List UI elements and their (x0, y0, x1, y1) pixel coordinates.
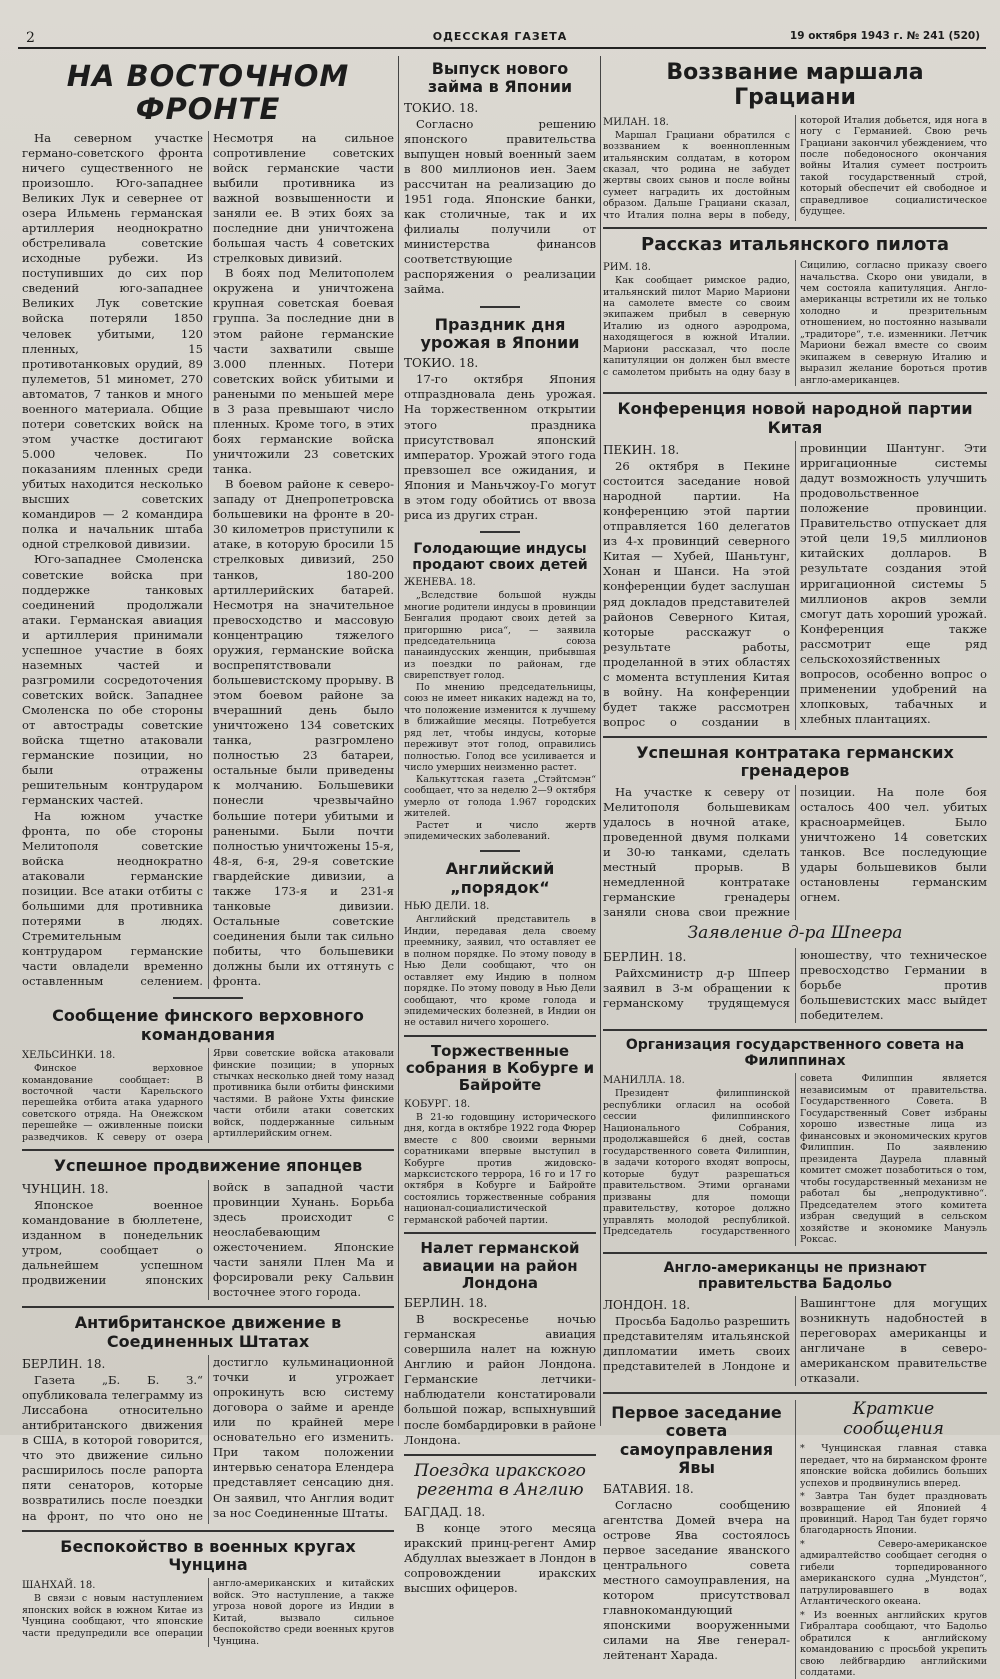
separator (173, 997, 243, 999)
separator (480, 531, 520, 533)
article-iraq-regent (404, 1462, 596, 1596)
article-headline: Антибританское движение в Соединенных Штатах (74, 1313, 342, 1351)
paragraph: В боевом районе к северо-западу от Днепропетровска большевики на фронте в 20-30 километров приступили к атаке, в которую бросили 15 стрелковых дивизий, 250 танков, 180-200 артиллерийских батарей. Несмотря на значительное превосходство и массовую концентрацию тяжелого оружия, германские войска воспрепятствовали большевистскому прорыву. В этом боевом районе за вчерашний день было уничтожено 134 советских танка, разгромлено полностью 23 батареи, остальные были приведены к молчанию. Большевики понесли чрезвычайно большие потери убитыми и ранеными. Были почти полностью уничтожены 15-я, 48-я, 6-я, 29-я советские гвардейские дивизии, а также 173-я и 231-я танковые дивизии. Остальные советские соединения были так сильно побиты, что большевики должны были их оттянуть с фронта. (213, 477, 394, 989)
paragraph: Как сообщает римское радио, итальянский пилот Марио Мариони на самолете вместе со своим экипажем прибыл в северную Италию из одного аэродрома, находящегося в южной Италии. Мариони рассказал, что после капитуляции он должен был вместе с самолетом прибыть на одну базу в Сицилию, согласно приказу своего начальства. Скоро они увидали, в чем состояла капитуляция. Англо-американцы встретили их не только холодно и презрительным отношением, но постоянно называли „традиторе“, т.е. изменники. Летчик Мариони бежал вместе со своим экипажем в северную Италию и выразил желание бороться против англо-американцев. (603, 260, 987, 386)
article-eastern-front (22, 60, 394, 989)
article-body (603, 785, 987, 921)
article-hungry-hindus (404, 541, 596, 843)
article-headline: Налет германской авиации на район Лондона (420, 1239, 580, 1292)
page-number: 2 (26, 30, 35, 46)
separator (404, 1454, 596, 1456)
brief-item: * Завтра Тан будет праздновать возвращение ей Японией 4 провинций. Народ Тан будет горячо благодарность Японии. (800, 1491, 987, 1537)
column-middle (404, 56, 596, 1595)
bottom-row (603, 1400, 987, 1678)
paragraph: По мнению председательницы, союз не имеет никаких надежд на то, что положение изменится к лучшему в ближайшие месяцы. Потребуется ряд лет, чтобы индусы, которые переживут этот голод, оправились полностью. Голод все усиливается и число умерших неизменно растет. (404, 681, 596, 774)
article-headline: Рассказ итальянского пилота (641, 234, 949, 256)
separator (603, 227, 987, 229)
paragraph: 26 октября в Пекине состоится заседание новой народной партии. На конференцию этой партии отправляется 160 делегатов из 4-х провинций северного Китая — Хубей, Шаньтунг, Хонан и Шанси. На этой конференции будет заслушан ряд докладов представителей районов Северного Китая, которые расскажут о результате работы, проделанной в этих областях с момента вступления Китая в войну. На конференции будет также рассмотрен вопрос о создании в провинции Шантунг. Эти ирригационные системы дадут возможность улучшить продовольственное положение провинции. Правительство отпускает для этой цели 19,5 миллионов китайских долларов. В результате создания этой ирригационной системы 5 миллионов акров земли смогут дать хороший урожай. Конференция также рассмотрит еще ряд сельскохозяйственных вопросов, особенно вопрос о применении удобрений на хлопковых, табачных и хлебных плантациях. (603, 440, 987, 730)
dateline: ЧУНЦИН. 18. (22, 1181, 109, 1196)
separator (22, 1149, 394, 1151)
column-divider (600, 56, 601, 1426)
paragraph: Президент филиппинской республики огласил на особой сессии филиппинского Национального Собрания, продолжавшейся 6 дней, состав государственного совета Филиппин, в задачи которого входят вопросы, которые будут разрешаться правительством. Этими органами призваны для помощи правительству, которое должно управлять молодой республикой. Председатель государственного совета Филиппин является независимым от правительства. Государственного Совета. В Государственный Совет избраны хорошо известные лица из финансовых и экономических кругов Филиппин. По заявлению президента Даурела плавный комитет сможет позаботиться о том, чтобы государственный механизм не работал бы „непродуктивно“. Председателем этого комитета избран сведущий в сельском хозяйстве и экономике Мануэль Роксас. (603, 1073, 987, 1246)
article-headline: Беспокойство в военных кругах Чунцина (60, 1536, 356, 1574)
article-body (22, 131, 394, 990)
article-speer (603, 924, 987, 1023)
dateline: ШАНХАЙ. 18. (22, 1580, 96, 1592)
article-body (603, 441, 987, 730)
article-headline: Краткие сообщения (843, 1399, 944, 1439)
article-headline: Торжественные собрания в Кобурге и Байройте (405, 1041, 595, 1095)
article-headline: Конференция новой народной партии Китая (617, 399, 973, 437)
article-graziani (603, 60, 987, 221)
paragraph: Согласно сообщению агентства Домей вчера на острове Ява состоялось первое заседание яванского центрального совета местного самоуправления, на котором присутствовал главнокомандующий японскими вооруженными силами на Яве генерал-лейтенант Харада. (603, 1497, 790, 1663)
dateline: БАГДАД. 18. (404, 1504, 486, 1519)
article-brief-news (800, 1400, 987, 1678)
dateline: БЕРЛИН. 18. (603, 949, 687, 964)
article-headline: Организация государственного совета на Филиппинах (625, 1037, 965, 1070)
article-headline: Заявление д-ра Шпеера (687, 923, 903, 944)
dateline: БАТАВИЯ. 18. (603, 1481, 694, 1496)
dateline: ТОКИО. 18. (404, 100, 479, 115)
article-body (603, 260, 987, 386)
separator (404, 1232, 596, 1234)
dateline: ЖЕНЕВА. 18. (404, 577, 476, 589)
paragraph: В связи с новым наступлением японских войск в южном Китае из Чунцина сообщают, что японские части предупредили все операции англо-американских и китайских войск. Это наступление, а также угроза новой дороге из Индии в Китай, вызвало сильное беспокойство среди военных кругов Чунцина. (22, 1578, 394, 1647)
paragraph: Просьба Бадольо разрешить представителям итальянской дипломатии иметь своих представителей в Лондоне и Вашингтоне для могущих возникнуть надобностей в переговорах американцы и англичане в северо-американском правительстве отказали. (603, 1295, 987, 1386)
paragraph: Растет и число жертв эпидемических заболеваний. (404, 819, 596, 842)
article-body (603, 115, 987, 222)
dateline: ЛОНДОН. 18. (603, 1297, 691, 1312)
separator (404, 1035, 596, 1037)
masthead-rule (18, 47, 986, 49)
paragraph: Юго-западнее Смоленска советские войска при поддержке танковых соединений продолжали атаки. Германская авиация и артиллерия принимали успешное участие в боях наземных частей и разгромили сосредоточения советских войск. Западнее Смоленска по обе стороны от автострады советские войска тщетно атаковали германские позиции, но были отражены решительным контрударом германских частей. (22, 552, 203, 808)
dateline: ТОКИО. 18. (404, 356, 479, 371)
article-coburg (404, 1043, 596, 1226)
paragraph: Райхсминистр д-р Шпеер заявил в 3-м обращении к германскому трудящемуся юношеству, что техническое превосходство Германии в борьбе против большевистских масс выйдет победителем. (603, 947, 987, 1023)
dateline: НЬЮ ДЕЛИ. 18. (404, 901, 490, 913)
separator (603, 1252, 987, 1254)
column-divider (398, 56, 399, 1426)
article-headline: Первое заседание совета самоуправления Явы (611, 1403, 782, 1478)
dateline: КОБУРГ. 18. (404, 1098, 471, 1110)
paragraph: На участке к северу от Мелитополя большевикам удалось в ночной атаке, проведенной двумя полками и 30-ю танками, сделать местный прорыв. В немедленной контратаке германские гренадеры заняли снова свои прежние позиции. На поле боя осталось 400 чел. убитых красноармейцев. Было уничтожено 14 советских танков. Все последующие удары большевиков были остановлены германским огнем. (603, 784, 987, 920)
article-headline: Успешное продвижение японцев (53, 1156, 363, 1176)
paragraph: На южном участке фронта, по обе стороны Мелитополя советские войска неоднократно атаковали германские позиции. Все атаки отбиты с большими для противника потерями в людях. Стремительным контрударом германские части овладели временно оставленным селением. Несмотря на сильное сопротивление советских войск германские части выбили противника из важной возвышенности и заняли ее. В этих боях за последние дни уничтожена большая часть 4 советских стрелковых дивизий. (22, 130, 394, 989)
article-headline: Праздник дня урожая в Японии (420, 314, 580, 352)
paragraph: На северном участке германо-советского фронта ничего существенного не произошло. Юго-западнее Великих Лук и севернее от озера Ильмень германская артиллерия неоднократно обстреливала советские исходные рубежи. Из поступивших до сих пор сведений юго-западнее Великих Лук советские войска потеряли 1850 человек убитыми, 120 пленных, 15 противотанковых орудий, 89 пулеметов, 51 миномет, 270 автоматов, 7 танков и много военного материала. Общие потери советских войск на этом участке достигают 5.000 человек. По показаниям пленных среди убитых находится несколько высших советских командиров — 2 командира полка и начальник штаба одной стрелковой дивизии. (22, 130, 203, 552)
paragraph: Калькуттская газета „Стэйтсмэн“ сообщает, что за неделю 2—9 октября умерло от голода 1.967 городских жителей. (404, 773, 596, 820)
article-antibritish (22, 1314, 394, 1523)
article-chungking-unrest (22, 1538, 394, 1648)
paragraph: Согласно решению японского правительства выпущен новый военный заем в 800 миллионов иен. Заем рассчитан на реализацию до 1951 года. Японские банки, как столичные, так и их филиалы получили от министерства финансов соответствующие распоряжения о реализации займа. (404, 116, 596, 297)
paragraph: Японское военное командование в бюллетене, изданном в понедельник утром, сообщает о дальнейшем успешном продвижении японских войск в западной части провинции Хунань. Борьба здесь происходит с неослабевающим ожесточением. Японские части заняли Плен Ма и форсировали реку Сальвин восточнее этого города. (22, 1179, 394, 1300)
article-headline: Успешная контратака германских гренадеров (636, 743, 954, 781)
paragraph: В воскресенье ночью германская авиация совершила налет на южную Англию и район Лондона. Германские летчики-наблюдатели констатировали большой пожар, вспыхнувший после бомбардировки в районе Лондона. (404, 1312, 596, 1447)
column-left (22, 56, 394, 1647)
article-japan-loan (404, 60, 596, 298)
article-body (603, 948, 987, 1023)
article-japanese-advance (22, 1157, 394, 1300)
dateline: МАНИЛЛА. 18. (603, 1075, 685, 1087)
paragraph: Финское верховное командование сообщает: В восточной части Карельского перешейка отбита атака ударного советского отряда. На Онежском перешейке — оживленные поиски разведчиков. К северу от озера Ярви советские войска атаковали финские позиции; в упорных стычках несколько дней тому назад противника были отбиты финскими частями. В районе Ухты финские части отбили атаки советских войск, поддержанные сильным артиллерийским огнем. (22, 1048, 394, 1143)
issue-info: 19 октября 1943 г. № 241 (520) (789, 30, 980, 42)
article-body (22, 1048, 394, 1143)
paragraph: В 21-ю годовщину исторического дня, когда в октябре 1922 года Фюрер вместе с 800 своими верными соратниками впервые выступил в Кобурге против жидовско-марксистского террора, 16 го и 17 го октября в Кобурге и Байройте состоялись торжественные собрания национал-социалистической германской рабочей партии. (404, 1111, 596, 1226)
article-london-raid (404, 1240, 596, 1447)
brief-item: * Из военных английских кругов Гибралтара сообщают, что Бадольо обратился к английскому командованию с просьбой укрепить свою лейбгвардию английскими солдатами. (800, 1609, 987, 1679)
article-china-party (603, 400, 987, 730)
dateline: МИЛАН. 18. (603, 116, 669, 128)
dateline: ПЕКИН. 18. (603, 442, 680, 457)
article-headline: Сообщение финского верховного командования (52, 1006, 364, 1044)
dateline: БЕРЛИН. 18. (22, 1356, 106, 1371)
brief-item: * Чунцинская главная ставка передает, что на бирманском фронте японские войска добились больших успехов и продвинулись вперед. (800, 1443, 987, 1489)
article-body (22, 1355, 394, 1524)
paragraph: Английский представитель в Индии, передавая дела своему преемнику, заявил, что оставляет ее в полном порядке. По этому поводу в Нью Дели сообщают, что он оставляет ему Индию в полном порядке. По этому поводу в Нью Дели сообщают, что кроме голода и эпидемических болезней, в Индии он не оставил ничего хорошего. (404, 914, 596, 1029)
article-headline: Поездка иракского регента в Англию (414, 1460, 586, 1501)
article-headline: Выпуск нового займа в Японии (427, 59, 573, 97)
masthead (0, 0, 1000, 50)
separator (480, 306, 520, 308)
separator (22, 1306, 394, 1308)
separator (603, 736, 987, 738)
article-headline: Англо-американцы не признают правительства Бадольо (663, 1259, 927, 1292)
article-headline: Английский „порядок“ (445, 859, 555, 897)
article-grenadiers (603, 744, 987, 920)
article-body (22, 1578, 394, 1647)
separator (603, 392, 987, 394)
paragraph: Газета „Б. Б. З.“ опубликовала телеграмму из Лиссабона относительно антибританского движения в США, в которой говорится, что это движение сильно расширилось после рапорта пяти сенаторов, которые возвратились после поездки на фронт, по что оно не достигло кульминационной точки и угрожает опрокинуть всю систему договора о займе и аренде или по крайней мере основательно его изменить. При таком положении интервью сенатора Елендера представляет сенсацию дня. Он заявил, что Англия водит за нос Соединенные Штаты. (22, 1354, 394, 1523)
article-body (22, 1180, 394, 1301)
paragraph: Маршал Грациани обратился с воззванием к военнопленным итальянским солдатам, в котором сказал, что родина не забудет жертвы своих сынов и после войны сумеет наградить их достойным образом. Дальше Грациани сказал, что Италия полна веры в победу, которой Италия добьется, идя нога в ногу с Германией. Свою речь Грациани закончил убеждением, что после победоносного окончания войны Италия сумеет построить такой государственный строй, который обеспечит ей свободное и справедливое социалистическое будущее. (603, 114, 987, 221)
dateline: РИМ. 18. (603, 262, 651, 274)
brief-item: * Северо-американское адмиралтейство сообщает сегодня о гибели торпедированного американского судна „Мундстон“, патрулировавшего в водах Атлантического океана. (800, 1538, 987, 1608)
dateline: ХЕЛЬСИНКИ. 18. (22, 1050, 116, 1062)
article-finnish-command (22, 1007, 394, 1143)
article-headline: Голодающие индусы продают своих детей (412, 540, 588, 574)
article-italian-pilot (603, 235, 987, 386)
article-harvest-day (404, 316, 596, 523)
newspaper-title: ОДЕССКАЯ ГАЗЕТА (432, 30, 568, 43)
paragraph: „Вследствие большой нужды многие родители индусы в провинции Бенгалия продают своих детей за пригоршню риса“, — заявила председательница союза панаиндусских женщин, прибывшая из поездки по районам, где свирепствует голод. (404, 590, 596, 682)
paragraph: 17-го октября Япония отпраздновала день урожая. На торжественном открытии этого праздника присутствовал японский император. Урожай этого года превзошел все ожидания, и Япония и Маньчжоу-Го могут в этом году обойтись от ввоза риса из других стран. (404, 372, 596, 522)
article-body (603, 1073, 987, 1245)
article-body (603, 1296, 987, 1386)
article-headline: Воззвание маршала Грациани (666, 60, 924, 111)
article-java-council (603, 1404, 790, 1663)
article-badoglio (603, 1260, 987, 1387)
column-right (603, 56, 987, 1679)
separator (22, 1530, 394, 1532)
paragraph: В конце этого месяца иракский принц-регент Амир Абдуллах выезжает в Лондон в сопровождении иракских высших офицеров. (404, 1520, 596, 1595)
separator (603, 1029, 987, 1031)
separator (480, 850, 520, 852)
separator (603, 1392, 987, 1394)
article-english-order (404, 860, 596, 1028)
article-headline: НА ВОСТОЧНОМ ФРОНТЕ (66, 59, 350, 127)
dateline: БЕРЛИН. 18. (404, 1296, 488, 1311)
article-philippines (603, 1037, 987, 1245)
paragraph: В боях под Мелитополем окружена и уничтожена крупная советская боевая группа. За последние дни в этом районе германские части захватили свыше 3.000 пленных. Потери советских войск убитыми и ранеными по меньшей мере в 3 раза превышают число пленных. Кроме того, в этих боях германские войска уничтожили 23 советских танка. (213, 266, 394, 477)
